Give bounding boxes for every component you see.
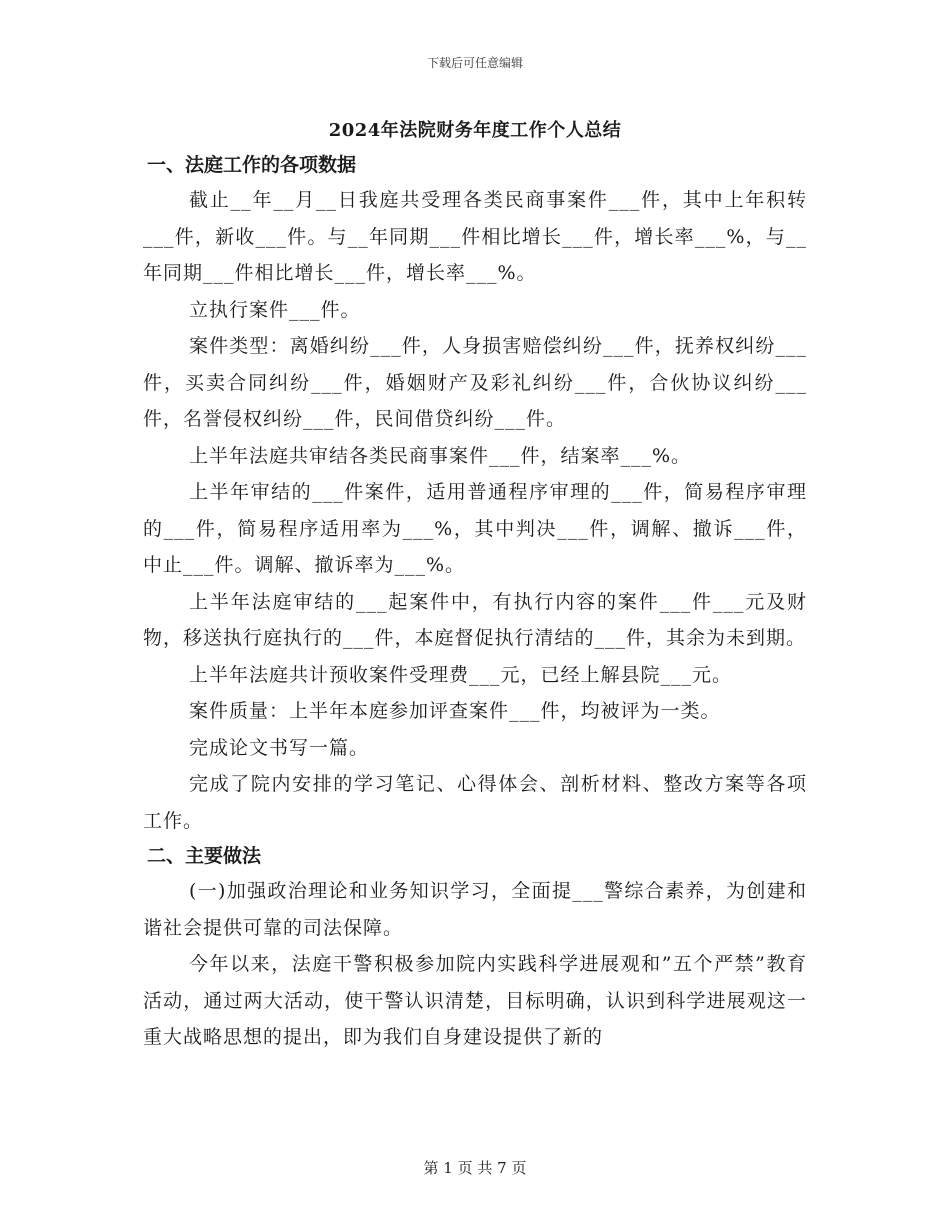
paragraph: 立执行案件___件。 bbox=[189, 298, 361, 321]
paragraph: 完成了院内安排的学习笔记、心得体会、剖析材料、整改方案等各项工作。 bbox=[143, 773, 807, 832]
paragraph: 上半年法庭共计预收案件受理费___元，已经上解县院___元。 bbox=[189, 663, 733, 686]
section-heading: 一、法庭工作的各项数据 bbox=[147, 154, 357, 176]
paragraph: 今年以来，法庭干警积极参加院内实践科学进展观和”五个严禁”教育活动，通过两大活动，使干警认识清楚，目标明确，认识到科学进展观这一重大战略思想的提出，即为我们自身建设提供了新的 bbox=[143, 953, 807, 1048]
page-number: 第 1 页 共 7 页 bbox=[423, 1159, 527, 1177]
section-heading: 二、主要做法 bbox=[147, 845, 262, 867]
paragraph: 上半年法庭共审结各类民商事案件___件，结案率___%。 bbox=[189, 444, 692, 467]
header-note: 下载后可任意编辑 bbox=[426, 56, 523, 70]
paragraph: 上半年法庭审结的___起案件中，有执行内容的案件___件___元及财物，移送执行庭执行的___件，本庭督促执行清结的___件，其余为未到期。 bbox=[143, 590, 807, 649]
paragraph: 截止__年__月__日我庭共受理各类民商事案件___件，其中上年积转___件，新收___件。与__年同期___件相比增长___件，增长率___%，与__年同期___件相比增长___件，增长率___%。 bbox=[143, 189, 807, 284]
paragraph: (一)加强政治理论和业务知识学习，全面提___警综合素养，为创建和谐社会提供可靠的司法保障。 bbox=[143, 880, 807, 939]
paragraph: 上半年审结的___件案件，适用普通程序审理的___件，简易程序审理的___件，简易程序适用率为___%，其中判决___件，调解、撤诉___件，中止___件。调解、撤诉率为___%。 bbox=[143, 481, 807, 576]
document-body bbox=[143, 148, 807, 1056]
paragraph: 完成论文书写一篇。 bbox=[189, 736, 370, 759]
paragraph: 案件类型：离婚纠纷___件，人身损害赔偿纠纷___件，抚养权纠纷___件，买卖合同纠纷___件，婚姻财产及彩礼纠纷___件，合伙协议纠纷___件，名誉侵权纠纷___件，民间借贷纠纷___件。 bbox=[143, 335, 807, 430]
document-title: 2024年法院财务年度工作个人总结 bbox=[328, 120, 622, 141]
paragraph: 案件质量：上半年本庭参加评查案件___件，均被评为一类。 bbox=[189, 700, 721, 722]
